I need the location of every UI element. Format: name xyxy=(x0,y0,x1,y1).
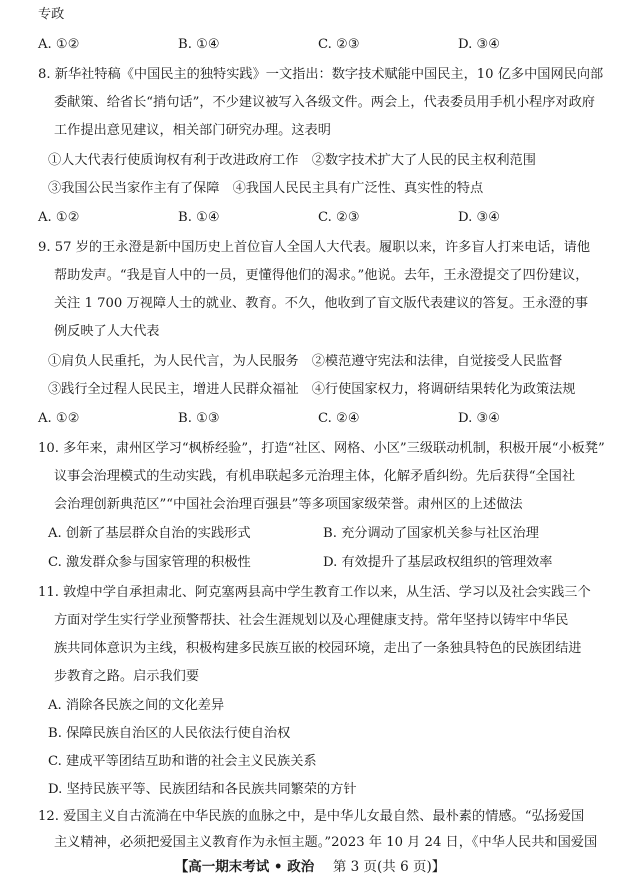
question-12-stem: 12. 爱国主义自古流淌在中华民族的血脉之中，是中华儿女最自然、最朴素的情感。“弘扬爱国 xyxy=(38,809,585,824)
option-c: C. 激发群众参与国家管理的积极性 xyxy=(48,555,251,570)
option-d: D. 坚持民族平等、民族团结和各民族共同繁荣的方针 xyxy=(48,782,357,797)
question-10-stem: 议事会治理模式的生动实践，有机串联起多元治理主体，化解矛盾纠纷。先后获得“全国社 xyxy=(54,469,576,484)
option-b: B. 充分调动了国家机关参与社区治理 xyxy=(323,526,539,541)
question-10-stem: 10. 多年来，肃州区学习“枫桥经验”，打造“社区、网格、小区”三级联动机制，积极开展“小板凳” xyxy=(38,441,605,456)
question-8-stem: 8. 新华社特稿《中国民主的独特实践》一文指出：数字技术赋能中国民主，10 亿多中国网民向部 xyxy=(38,67,604,82)
option-d: D. ③④ xyxy=(458,411,501,426)
question-9-statements: ①肩负人民重托，为人民代言，为人民服务 ②模范遵守宪法和法律，自觉接受人民监督 xyxy=(48,354,563,369)
option-c: C. 建成平等团结互助和谐的社会主义民族关系 xyxy=(48,754,317,769)
option-d: D. ③④ xyxy=(458,210,501,225)
prev-question-tail: 专政 xyxy=(38,7,65,22)
question-8-stem: 工作提出意见建议，相关部门研究办理。这表明 xyxy=(54,123,331,138)
question-9-stem: 9. 57 岁的王永澄是新中国历史上首位盲人全国人大代表。履职以来，许多盲人打来电话，请他 xyxy=(38,240,591,255)
question-9-stem: 帮助发声。“我是盲人中的一员，更懂得他们的渴求。”他说。去年，王永澄提交了四份建议， xyxy=(54,268,589,283)
question-11-stem: 步教育之路。启示我们要 xyxy=(54,669,200,684)
question-8-options xyxy=(38,209,598,227)
option-b: B. ①③ xyxy=(178,411,220,426)
option-b: B. ①④ xyxy=(178,210,220,225)
question-11-stem: 族共同体意识为主线，积极构建多民族互嵌的校园环境，走出了一条独具特色的民族团结进 xyxy=(54,641,582,656)
option-a: A. ①② xyxy=(38,411,80,426)
option-c: C. ②③ xyxy=(318,37,360,52)
question-9-stem: 关注 1 700 万视障人士的就业、教育。不久，他收到了盲文版代表建议的答复。王永澄的事 xyxy=(54,296,589,311)
option-a: A. ①② xyxy=(38,210,80,225)
question-10-stem: 会治理创新典范区”“中国社会治理百强县”等多项国家级荣誉。肃州区的上述做法 xyxy=(54,497,523,512)
question-8-stem: 委献策、给省长“捎句话”，不少建议被写入各级文件。两会上，代表委员用手机小程序对政府 xyxy=(54,95,595,110)
question-10-options-row1 xyxy=(48,525,598,543)
footer-exam-title: 【高一期末考试 • 政治 xyxy=(174,859,315,875)
question-8-statements: ①人大代表行使质询权有利于改进政府工作 ②数字技术扩大了人民的民主权利范围 xyxy=(48,153,536,168)
option-a: A. ①② xyxy=(38,37,80,52)
option-c: C. ②④ xyxy=(318,411,360,426)
question-9-statements: ③践行全过程人民民主，增进人民群众福祉 ④行使国家权力，将调研结果转化为政策法规 xyxy=(48,382,576,397)
option-b: B. 保障民族自治区的人民依法行使自治权 xyxy=(48,726,291,741)
question-8-statements: ③我国公民当家作主有了保障 ④我国人民民主具有广泛性、真实性的特点 xyxy=(48,181,484,196)
option-d: D. 有效提升了基层政权组织的管理效率 xyxy=(323,555,553,570)
option-a: A. 消除各民族之间的文化差异 xyxy=(48,698,225,713)
question-10-options-row2 xyxy=(48,554,598,572)
option-c: C. ②③ xyxy=(318,210,360,225)
option-b: B. ①④ xyxy=(178,37,220,52)
footer-page-number: 第 3 页(共 6 页)】 xyxy=(332,859,446,875)
question-11-stem: 方面对学生实行学业预警帮扶、社会生涯规划以及心理健康支持。常年坚持以铸牢中华民 xyxy=(54,613,569,628)
question-12-stem: 主义精神，必须把爱国主义教育作为永恒主题。”2023 年 10 月 24 日，《中华人民共和国爱国 xyxy=(54,835,598,850)
question-11-stem: 11. 敦煌中学自承担肃北、阿克塞两县高中学生教育工作以来，从生活、学习以及社会实践三个 xyxy=(38,585,591,600)
prev-question-options xyxy=(38,36,598,54)
option-d: D. ③④ xyxy=(458,37,501,52)
page-footer xyxy=(0,858,620,876)
question-9-stem: 例反映了人大代表 xyxy=(54,324,160,339)
option-a: A. 创新了基层群众自治的实践形式 xyxy=(48,526,251,541)
question-9-options xyxy=(38,410,598,428)
